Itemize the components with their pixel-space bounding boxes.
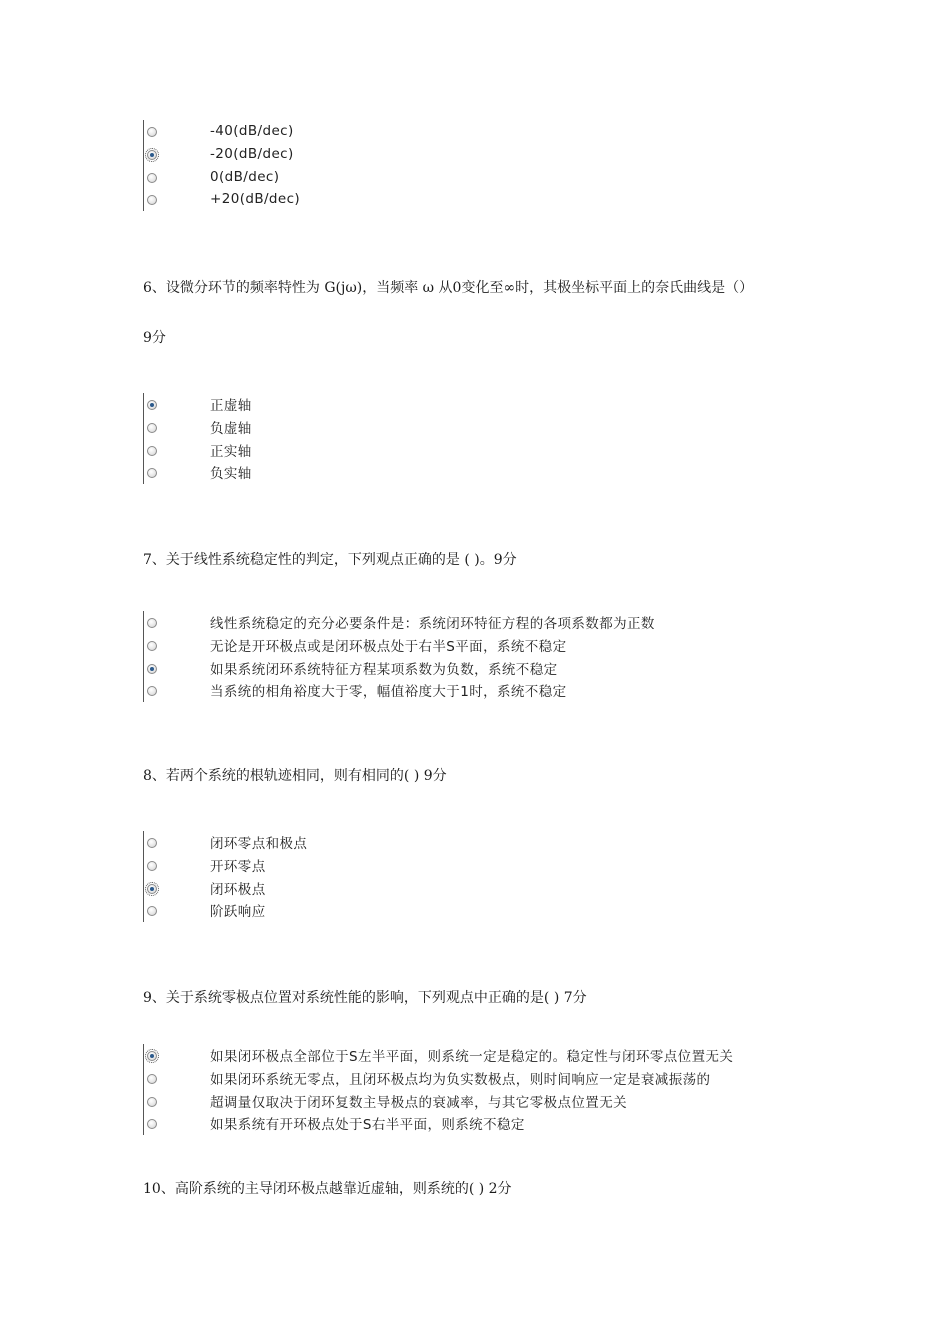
q10-text: 10、高阶系统的主导闭环极点越靠近虚轴，则系统的( ) 2分 <box>143 1181 512 1197</box>
radio-button[interactable] <box>147 686 157 696</box>
option-label: 如果系统闭环系统特征方程某项系数为负数，系统不稳定 <box>210 661 558 678</box>
q6-option-3[interactable] <box>144 438 844 461</box>
radio-button[interactable] <box>147 173 157 183</box>
q6-score: 9分 <box>143 330 166 346</box>
radio-button[interactable] <box>147 906 157 916</box>
q8-options <box>143 831 844 922</box>
option-label: 如果闭环系统无零点，且闭环极点均为负实数极点，则时间响应一定是衰减振荡的 <box>210 1072 711 1089</box>
q9-option-1[interactable] <box>144 1044 844 1067</box>
radio-button-selected[interactable] <box>147 1051 157 1061</box>
q8-option-3[interactable] <box>144 876 844 899</box>
radio-button[interactable] <box>147 195 157 205</box>
radio-button-selected[interactable] <box>147 400 157 410</box>
radio-button[interactable] <box>147 1074 157 1084</box>
q8-option-2[interactable] <box>144 854 844 877</box>
radio-button-selected[interactable] <box>147 664 157 674</box>
option-label: 如果闭环极点全部位于S左半平面，则系统一定是稳定的。稳定性与闭环零点位置无关 <box>210 1049 734 1066</box>
option-label: 超调量仅取决于闭环复数主导极点的衰减率，与其它零极点位置无关 <box>210 1094 627 1111</box>
q7-option-3[interactable] <box>144 656 844 679</box>
radio-button[interactable] <box>147 468 157 478</box>
option-label: +20(dB/dec) <box>210 191 301 208</box>
q5-option-3[interactable] <box>144 165 844 188</box>
radio-button[interactable] <box>147 838 157 848</box>
q8-text: 8、若两个系统的根轨迹相同，则有相同的( ) 9分 <box>143 768 447 784</box>
option-label: 闭环极点 <box>210 881 266 898</box>
q5-option-2[interactable] <box>144 143 844 166</box>
option-label: -20(dB/dec) <box>210 146 294 163</box>
radio-button[interactable] <box>147 641 157 651</box>
q9-options <box>143 1044 844 1135</box>
q9-option-3[interactable] <box>144 1089 844 1112</box>
q8-option-1[interactable] <box>144 831 844 854</box>
q7-options <box>143 611 844 702</box>
q7-option-2[interactable] <box>144 634 844 657</box>
q9-option-2[interactable] <box>144 1067 844 1090</box>
radio-button[interactable] <box>147 423 157 433</box>
q6-option-1[interactable] <box>144 393 844 416</box>
q6-text: 6、设微分环节的频率特性为 G(jω)，当频率 ω 从0变化至∞时，其极坐标平面上的奈氏曲线是（） <box>143 280 754 296</box>
option-label: 0(dB/dec) <box>210 168 280 185</box>
q7-text: 7、关于线性系统稳定性的判定，下列观点正确的是 ( )。9分 <box>143 552 517 568</box>
q8-option-4[interactable] <box>144 899 844 922</box>
radio-button-selected[interactable] <box>147 884 157 894</box>
radio-button[interactable] <box>147 446 157 456</box>
option-label: 开环零点 <box>210 859 266 876</box>
option-label: 负实轴 <box>210 466 252 483</box>
option-label: 无论是开环极点或是闭环极点处于右半S平面，系统不稳定 <box>210 639 567 656</box>
q5-option-1[interactable] <box>144 120 844 143</box>
q9-option-4[interactable] <box>144 1112 844 1135</box>
option-label: 负虚轴 <box>210 421 252 438</box>
radio-button[interactable] <box>147 1119 157 1129</box>
q6-option-2[interactable] <box>144 416 844 439</box>
option-label: 正虚轴 <box>210 398 252 415</box>
q9-text: 9、关于系统零极点位置对系统性能的影响，下列观点中正确的是( ) 7分 <box>143 990 587 1006</box>
option-label: 线性系统稳定的充分必要条件是：系统闭环特征方程的各项系数都为正数 <box>210 616 655 633</box>
q5-option-4[interactable] <box>144 188 844 211</box>
option-label: -40(dB/dec) <box>210 123 294 140</box>
q7-option-1[interactable] <box>144 611 844 634</box>
q5-options <box>143 120 844 211</box>
radio-button[interactable] <box>147 1097 157 1107</box>
option-label: 正实轴 <box>210 443 252 460</box>
radio-button[interactable] <box>147 127 157 137</box>
q6-option-4[interactable] <box>144 461 844 484</box>
option-label: 当系统的相角裕度大于零，幅值裕度大于1时，系统不稳定 <box>210 684 567 701</box>
option-label: 阶跃响应 <box>210 904 266 921</box>
q7-option-4[interactable] <box>144 679 844 702</box>
radio-button[interactable] <box>147 861 157 871</box>
option-label: 如果系统有开环极点处于S右半平面，则系统不稳定 <box>210 1117 525 1134</box>
radio-button-selected[interactable] <box>147 150 157 160</box>
radio-button[interactable] <box>147 618 157 628</box>
option-label: 闭环零点和极点 <box>210 836 308 853</box>
q6-options <box>143 393 844 484</box>
